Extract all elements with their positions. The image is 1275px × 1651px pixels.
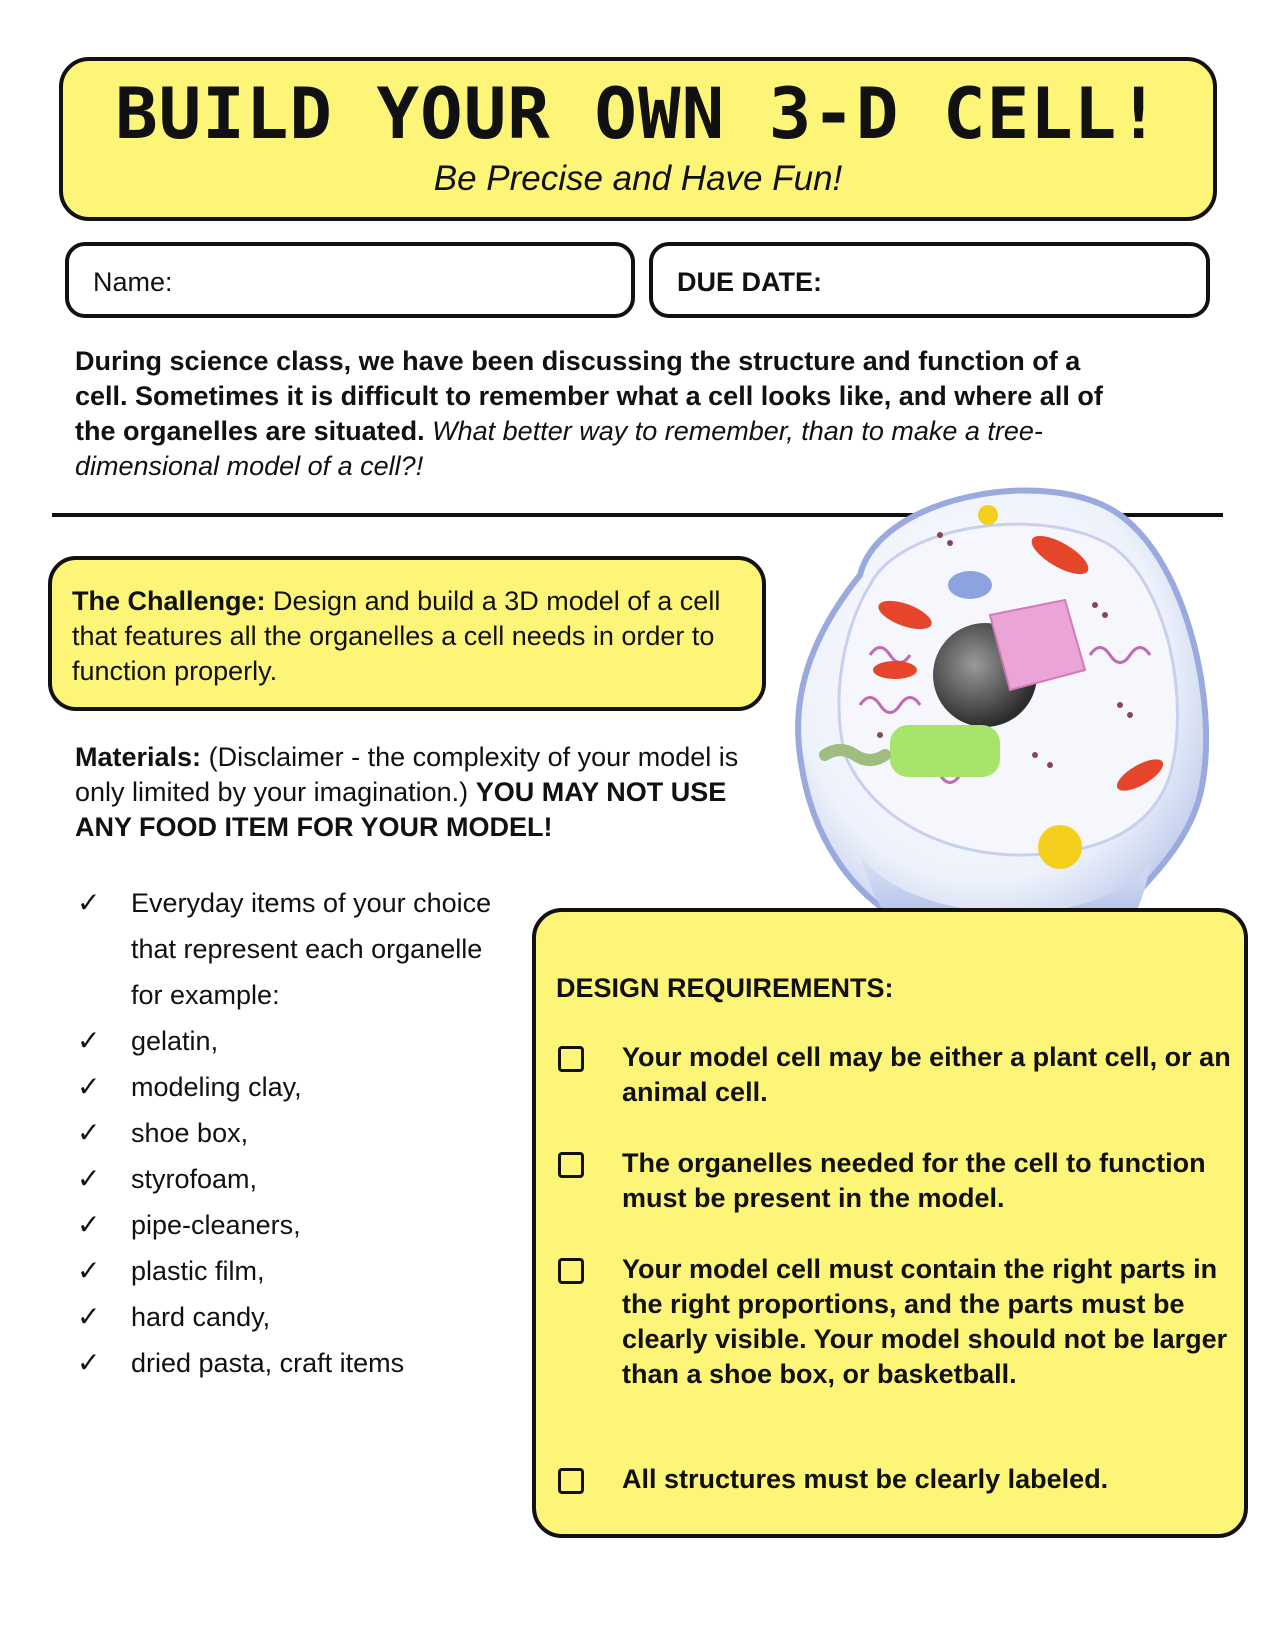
checkmark-icon: ✓ [77, 1025, 101, 1056]
requirement-text: Your model cell must contain the right parts in the right proportions, and the parts must be clearly visible. Your model should not be larger than a shoe box, or basketball. [622, 1254, 1228, 1389]
list-item [75, 1064, 495, 1110]
material-item: plastic film, [131, 1256, 265, 1286]
material-item: pipe-cleaners, [131, 1210, 301, 1240]
checkbox[interactable] [558, 1468, 584, 1494]
materials-label: Materials: [75, 742, 202, 772]
checkmark-icon: ✓ [77, 1255, 101, 1286]
list-item [75, 1340, 495, 1386]
list-item [75, 1156, 495, 1202]
list-item [75, 1202, 495, 1248]
requirement-text: Your model cell may be either a plant cell, or an animal cell. [622, 1042, 1231, 1107]
lysosome [1038, 825, 1082, 869]
checkmark-icon: ✓ [77, 1117, 101, 1148]
list-item [75, 1294, 495, 1340]
challenge-label: The Challenge: [72, 586, 266, 616]
checkmark-icon: ✓ [77, 1071, 101, 1102]
requirements-title: DESIGN REQUIREMENTS: [556, 973, 894, 1003]
page-title: BUILD YOUR OWN 3-D CELL! [115, 73, 1161, 155]
material-item: gelatin, [131, 1026, 219, 1056]
list-item [75, 1110, 495, 1156]
challenge-box [48, 556, 766, 711]
materials-list [75, 880, 495, 1386]
challenge-paragraph [72, 584, 752, 689]
golgi-apparatus [890, 725, 1000, 777]
list-item [75, 880, 495, 1018]
material-item: hard candy, [131, 1302, 271, 1332]
list-item [75, 1018, 495, 1064]
checkmark-icon: ✓ [77, 1163, 101, 1194]
checkmark-icon: ✓ [77, 1301, 101, 1332]
design-requirements-box [532, 908, 1248, 1538]
checkmark-icon: ✓ [77, 887, 101, 918]
list-item [75, 1248, 495, 1294]
material-item: modeling clay, [131, 1072, 302, 1102]
name-label: Name: [93, 267, 173, 297]
lysosome [978, 505, 998, 525]
material-item: styrofoam, [131, 1164, 258, 1194]
intro-italic-text: What better way to remember, than to make a tree-dimensional model of a cell?! [75, 416, 1043, 481]
material-item: Everyday items of your choice that represent each organelle for example: [131, 888, 492, 1010]
material-item: shoe box, [131, 1118, 249, 1148]
due-date-label: DUE DATE: [677, 267, 822, 297]
checkmark-icon: ✓ [77, 1347, 101, 1378]
materials-warning: YOU MAY NOT USE ANY FOOD ITEM FOR YOUR MODEL! [75, 777, 727, 842]
challenge-description: Design and build a 3D model of a cell that features all the organelles a cell needs in order to function properly. [72, 586, 721, 686]
name-field[interactable] [65, 242, 635, 318]
page-subtitle: Be Precise and Have Fun! [433, 159, 843, 198]
material-item: dried pasta, craft items [131, 1348, 405, 1378]
vacuole [948, 571, 992, 599]
checkbox[interactable] [558, 1046, 584, 1072]
materials-disclaimer: (Disclaimer - the complexity of your model is only limited by your imagination.) [75, 742, 739, 807]
requirement-text: The organelles needed for the cell to function must be present in the model. [622, 1148, 1206, 1213]
title-banner [59, 57, 1217, 221]
checkbox[interactable] [558, 1258, 584, 1284]
intro-bold-text: During science class, we have been discussing the structure and function of a cell. Sometimes it is difficult to remember what a cell looks like, and where all of the organelles are situated. [75, 346, 1103, 446]
due-date-field[interactable] [649, 242, 1210, 318]
requirement-text: All structures must be clearly labeled. [622, 1464, 1109, 1494]
mitochondrion [873, 661, 917, 679]
checkmark-icon: ✓ [77, 1209, 101, 1240]
checkbox[interactable] [558, 1152, 584, 1178]
materials-paragraph [75, 740, 775, 845]
